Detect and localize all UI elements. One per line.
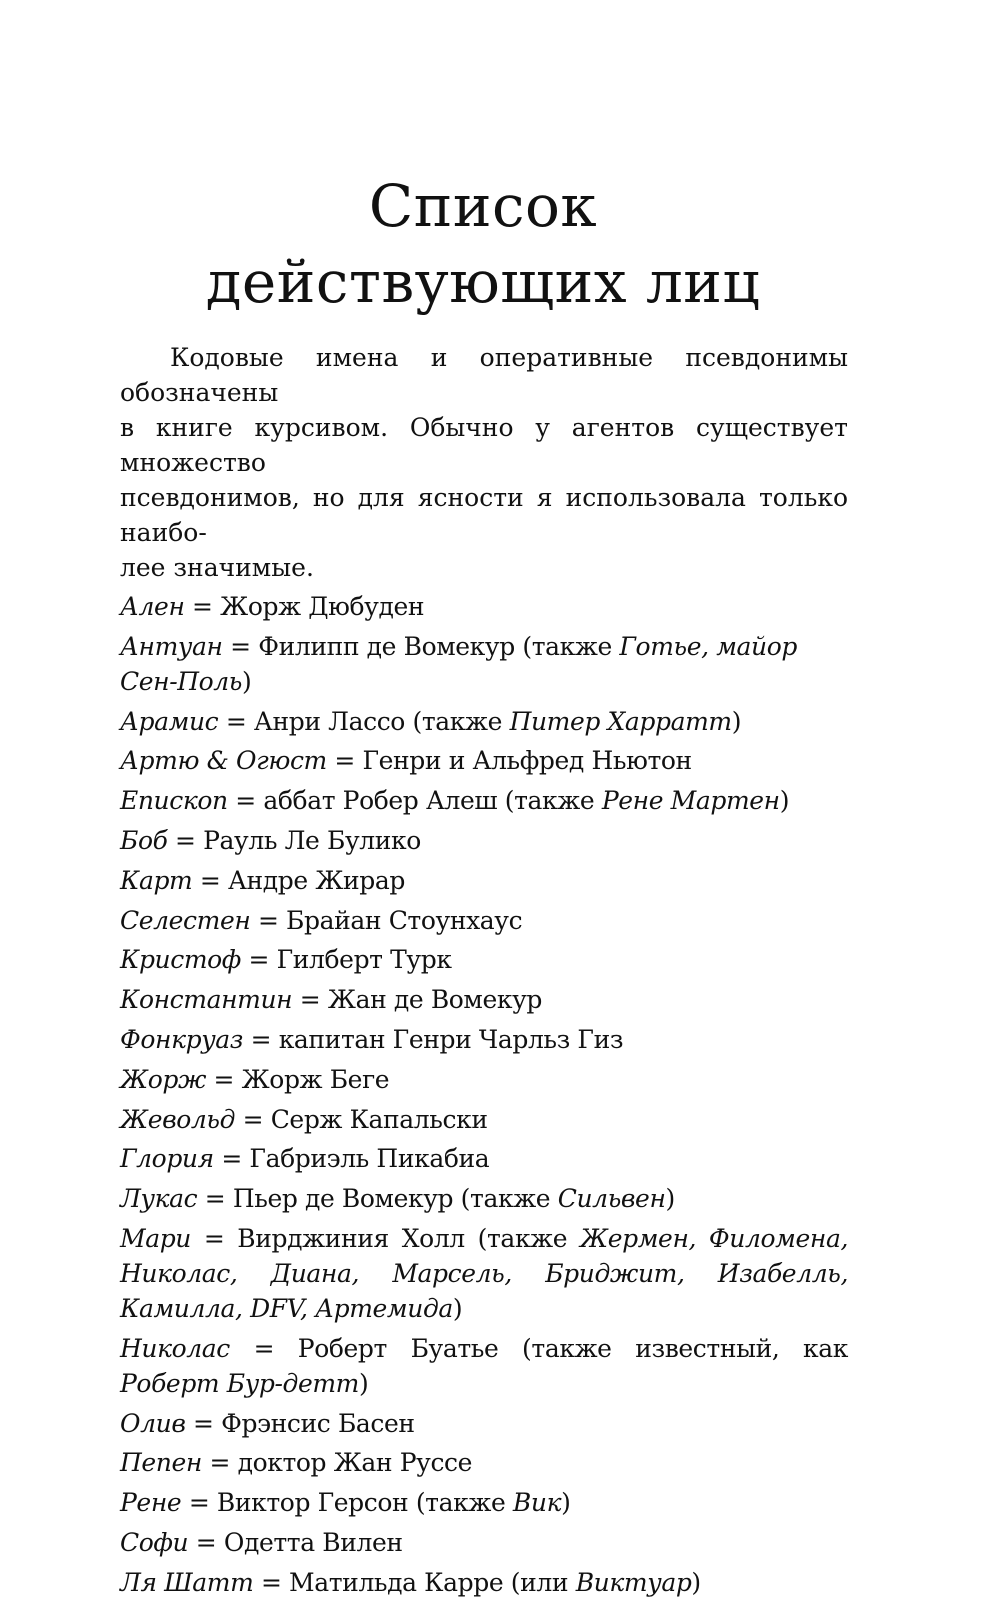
list-item	[120, 1406, 848, 1441]
code-name: Кристоф	[120, 945, 241, 975]
code-name: Артю & Огюст	[120, 746, 327, 776]
code-name: Ля Шатт	[120, 1567, 254, 1597]
intro-line: в книге курсивом. Обычно у агентов существует множество	[120, 413, 848, 477]
real-name: )	[358, 1368, 369, 1398]
list-item	[120, 704, 848, 739]
page-title-line-1: Список	[368, 172, 598, 240]
character-list	[120, 589, 848, 1600]
real-name: = Фрэнсис Басен	[185, 1408, 415, 1438]
code-name: Константин	[120, 985, 293, 1015]
code-name: Олив	[120, 1408, 186, 1438]
list-item	[120, 1022, 848, 1057]
list-item	[120, 1485, 848, 1520]
code-name: Жорж	[120, 1064, 206, 1094]
list-item	[120, 589, 848, 624]
list-item	[120, 1565, 848, 1600]
real-name: = Роберт Буатье (также известный, как	[229, 1333, 848, 1363]
code-name: Епископ	[120, 786, 228, 816]
list-item	[120, 942, 848, 977]
real-name: )	[779, 786, 790, 816]
list-item	[120, 903, 848, 938]
code-name: Ален	[120, 592, 185, 621]
list-item	[120, 1102, 848, 1137]
list-item	[120, 1141, 848, 1176]
list-item	[120, 1445, 848, 1480]
code-name: Питер Харратт	[509, 706, 732, 736]
code-name: Жевольд	[120, 1104, 236, 1134]
code-name: Сильвен	[557, 1184, 666, 1214]
list-item	[120, 1181, 848, 1216]
code-name: Антуан	[120, 631, 223, 661]
code-name: Вик	[512, 1488, 562, 1518]
code-name: Селестен	[120, 905, 251, 935]
code-name: Пепен	[120, 1448, 202, 1478]
real-name: = аббат Робер Алеш (также	[227, 786, 602, 816]
real-name: = Жан де Вомекур	[292, 985, 543, 1015]
real-name: = Виктор Герсон (также	[181, 1488, 513, 1518]
list-item	[120, 1525, 848, 1560]
real-name: )	[691, 1567, 701, 1597]
real-name: = Жорж Беге	[205, 1064, 390, 1094]
intro-line: псевдонимов, но для ясности я использовала только наибо-	[120, 483, 848, 547]
real-name: = Филипп де Вомекур (также	[222, 631, 620, 661]
list-item	[120, 783, 848, 818]
code-name: Боб	[120, 825, 168, 855]
code-name: Софи	[120, 1527, 189, 1557]
code-name: Рене	[120, 1488, 182, 1518]
real-name: = Андре Жирар	[192, 865, 406, 895]
real-name: = Габриэль Пикабиа	[213, 1144, 490, 1174]
list-item	[120, 1331, 848, 1401]
list-item	[120, 1062, 848, 1097]
intro-paragraph	[120, 340, 848, 585]
real-name: )	[242, 666, 252, 696]
real-name: = Генри и Альфред Ньютон	[326, 746, 692, 776]
real-name: = Гилберт Турк	[240, 945, 452, 975]
list-item	[120, 823, 848, 858]
code-name: Виктуар	[575, 1567, 692, 1597]
code-name: Николас	[120, 1333, 230, 1363]
real-name: = Вирджиния Холл (также	[191, 1223, 581, 1253]
code-name: Лукас	[120, 1184, 198, 1214]
code-name: Готье, майор Сен-Поль	[120, 631, 798, 696]
real-name: )	[731, 706, 742, 736]
code-name: Фонкруаз	[120, 1024, 244, 1054]
code-name: Мари	[120, 1223, 192, 1253]
code-name: Роберт Бур-детт	[120, 1368, 359, 1398]
real-name: = Жорж Дюбуден	[184, 592, 425, 621]
code-name: Жермен, Филомена, Николас, Диана, Марсель, Бриджит, Изабелль, Камилла, DFV, Артемида	[120, 1223, 848, 1323]
code-name: Арамис	[120, 706, 219, 736]
real-name: = капитан Генри Чарльз Гиз	[243, 1024, 624, 1054]
code-name: Глория	[120, 1144, 214, 1174]
list-item	[120, 629, 848, 699]
real-name: = Пьер де Вомекур (также	[197, 1184, 558, 1214]
real-name: )	[452, 1293, 463, 1323]
real-name: = Матильда Карре (или	[253, 1567, 576, 1597]
real-name: = Рауль Ле Булико	[167, 825, 421, 855]
page-title	[0, 168, 966, 320]
intro-line: Кодовые имена и оперативные псевдонимы обозначены	[120, 343, 848, 407]
page-title-line-2: действующих лиц	[205, 248, 761, 316]
list-item	[120, 982, 848, 1017]
list-item	[120, 863, 848, 898]
list-item	[120, 743, 848, 778]
code-name: Рене Мартен	[601, 786, 780, 816]
intro-line: лее значимые.	[120, 553, 314, 582]
real-name: )	[561, 1488, 571, 1518]
real-name: = Брайан Стоунхаус	[250, 905, 523, 935]
real-name: = Одетта Вилен	[188, 1527, 403, 1557]
real-name: )	[665, 1184, 675, 1214]
real-name: = Серж Капальски	[235, 1104, 488, 1134]
real-name: = доктор Жан Руссе	[201, 1448, 473, 1478]
code-name: Карт	[120, 865, 193, 895]
real-name: = Анри Лассо (также	[218, 706, 510, 736]
text-block	[120, 340, 848, 1605]
list-item	[120, 1221, 848, 1326]
